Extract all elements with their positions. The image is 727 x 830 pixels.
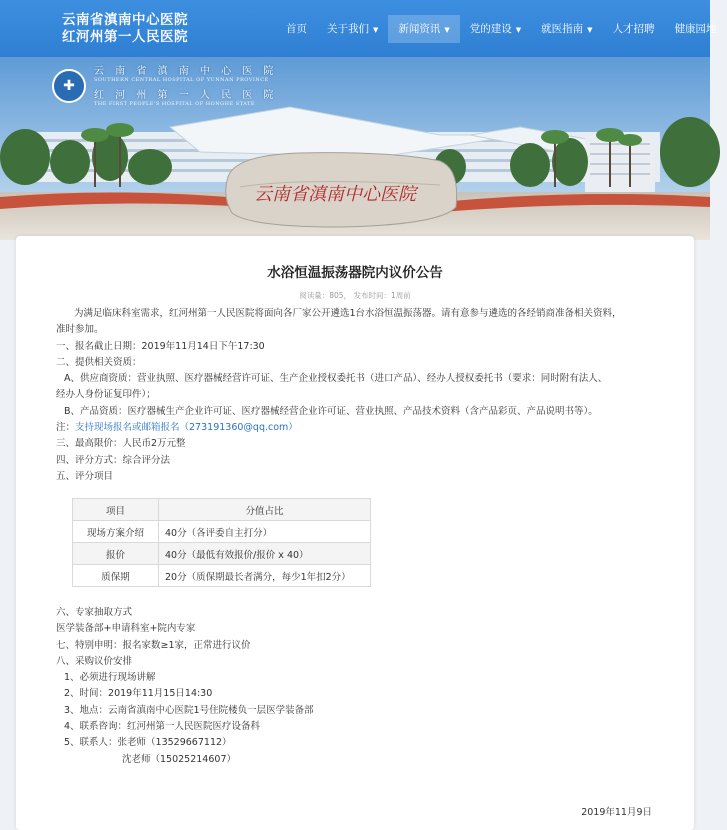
arrangement-1: 1、必须进行现场讲解 [64,672,156,684]
article-body [56,306,656,485]
nav-item-guide[interactable]: 就医指南 ▼ [541,23,593,35]
nav-item-careers[interactable]: 人才招聘 [612,23,655,35]
caret-down-icon: ▼ [373,26,379,34]
section-qualifications: 二、提供相关资质： [56,356,142,368]
scoring-table [72,498,371,587]
article-title: 水浴恒温振荡器院内议价公告 [267,265,443,281]
top-navbar [0,0,717,57]
intro-line1: 为满足临床科室需求，红河州第一人民医院将面向各厂家公开遴选1台水浴恒温振荡器。请有意参与遴选的各经销商准备相关资料， [74,308,622,319]
arrangement-5-contact2: 沈老师（15025214607） [122,753,236,765]
arrangement-5: 5、联系人：张老师（13529667112） [64,737,232,749]
arrangement-4: 4、联系咨询：红河州第一人民医院医疗设备科 [64,721,261,733]
caret-down-icon: ▼ [444,26,450,34]
table-header-row [73,499,371,521]
table-cell: 20分（质保期最长者满分，每少1年扣2分） [159,565,371,587]
arrangement-2: 2、时间：2019年11月15日14:30 [64,688,213,700]
site-title[interactable] [62,12,188,46]
hospital-emblem-icon: ✚ [52,69,86,103]
section-price-limit: 三、最高限价：人民币2万元整 [56,438,186,450]
logo-name-honghe: 红 河 州 第 一 人 民 医 院 [94,90,278,101]
table-row [73,521,371,543]
qualification-b: B、产品资质：医疗器械生产企业许可证、医疗器械经营企业许可证、营业执照、产品技术资料（含产品彩页、产品说明书等）。 [64,405,598,417]
table-header-cell: 分值占比 [159,499,371,521]
hospital-logo[interactable] [52,62,277,110]
stone-inscription: 云南省滇南中心医院 [254,184,416,205]
section-deadline: 一、报名截止日期：2019年11月14日下午17:30 [56,340,265,352]
qualification-a-line1: A、供应商资质：营业执照、医疗器械经营许可证、生产企业授权委托书（进口产品）、经办人授权委托书（要求：同时附有法人、 [64,373,608,385]
table-cell: 40分（各评委自主打分） [159,521,371,543]
nav-item-home[interactable]: 首页 [286,23,307,35]
registration-note: 注：支持现场报名或邮箱报名（273191360@qq.com） [56,422,298,434]
expert-selection-detail: 医学装备部+申请科室+院内专家 [56,623,196,635]
nav-item-about[interactable]: 关于我们 ▼ [327,23,379,35]
table-row [73,543,371,565]
logo-name-yunnan: 云 南 省 滇 南 中 心 医 院 [94,66,278,77]
registration-email-link[interactable]: 支持现场报名或邮箱报名（273191360@qq.com） [75,422,298,434]
section-scoring-method: 四、评分方式：综合评分法 [56,454,171,466]
main-nav [276,15,727,43]
caret-down-icon: ▼ [587,26,593,34]
article-body-continued [56,605,656,768]
site-title-line2: 红河州第一人民医院 [62,29,188,45]
table-cell: 现场方案介绍 [73,521,159,543]
table-cell: 40分（最低有效报价/报价 x 40） [159,543,371,565]
table-cell: 质保期 [73,565,159,587]
article-meta: 阅读量：805， 发布时间：1周前 [299,291,411,300]
logo-en-honghe: THE FIRST PEOPLE'S HOSPITAL OF HONGHE STATE [94,101,256,107]
article-card [16,236,694,830]
site-title-line1: 云南省滇南中心医院 [62,12,188,28]
intro-line2: 准时参加。 [56,324,104,336]
section-scoring-items: 五、评分项目 [56,470,114,482]
logo-en-yunnan: SOUTHERN CENTRAL HOSPITAL OF YUNNAN PROVINCE [94,77,269,83]
nav-item-health[interactable]: 健康园地 [674,23,717,35]
publish-date: 2019年11月9日 [581,807,652,818]
section-arrangements: 八、采购议价安排 [56,655,133,667]
table-row [73,565,371,587]
table-header-cell: 项目 [73,499,159,521]
qualification-a-line2: 经办人身份证复印件）； [56,389,156,401]
section-expert-selection: 六、专家抽取方式 [56,607,133,618]
table-cell: 报价 [73,543,159,565]
nav-item-party[interactable]: 党的建设 ▼ [469,23,522,35]
nav-item-news[interactable]: 新闻资讯 ▼ [388,15,459,43]
arrangement-3: 3、地点：云南省滇南中心医院1号住院楼负一层医学装备部 [64,704,314,716]
caret-down-icon: ▼ [515,26,522,34]
section-special-statement: 七、特别申明：报名家数≥1家，正常进行议价 [56,639,251,651]
